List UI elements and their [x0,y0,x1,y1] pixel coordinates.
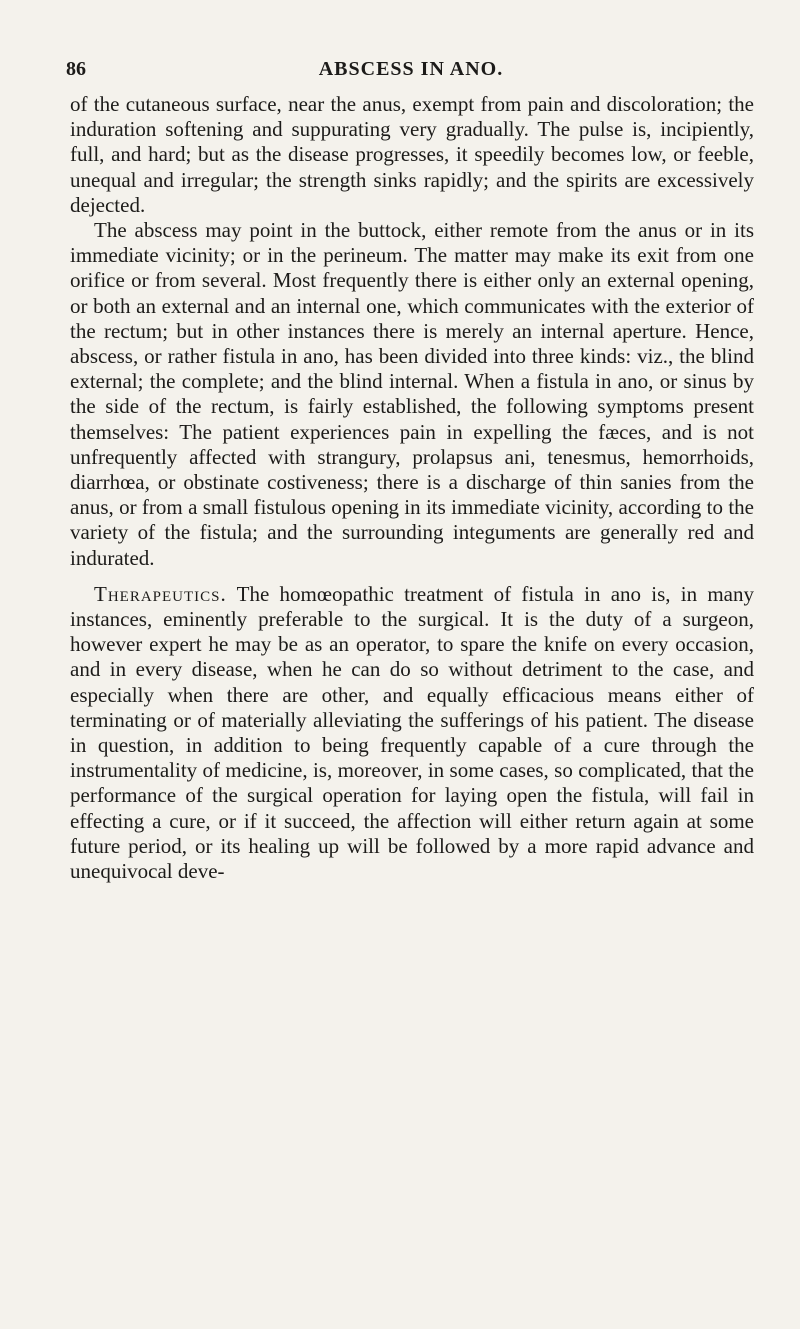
running-head [66,58,756,84]
body-text [70,92,754,884]
therapeutics-text: The homœopathic treatment of fistula in ano is, in many instances, eminently preferable to the surgical. It is the duty of a surgeon, however expert he may be as an operator, to spare the knife on every occasion, and in every disease, when he can do so without detriment to the case, and especially when there are other, and equally efficacious means either of terminating or of materially alleviating the sufferings of his patient. The disease in question, in addition to being frequently capable of a cure through the instrumentality of medicine, is, moreover, in some cases, so complicated, that the performance of the surgical operation for laying open the fistula, will fail in effecting a cure, or if it succeed, the affection will either return again at some future period, or its healing up will be followed by a more rapid advance and unequivocal deve- [70,581,754,884]
therapeutics-heading: Therapeutics. [94,581,227,606]
paragraph-continued: of the cutaneous surface, near the anus, exempt from pain and discoloration; the induration softening and suppurating very gradually. The pulse is, incipiently, full, and hard; but as the disease progresses, it speedily becomes low, or feeble, unequal and irregular; the strength sinks rapidly; and the spirits are excessively dejected. [70,92,754,217]
page-number: 86 [66,58,86,80]
running-title: ABSCESS IN ANO. [318,58,504,80]
paragraph-therapeutics [70,582,754,884]
paragraph-abscess-description: The abscess may point in the buttock, either remote from the anus or in its immediate vicinity; or in the perineum. The matter may make its exit from one orifice or from several. Most frequently there is either only an external opening, or both an external and an internal one, which communicates with the exterior of the rectum; but in other instances there is merely an internal aperture. Hence, abscess, or rather fistula in ano, has been divided into three kinds: viz., the blind external; the complete; and the blind internal. When a fistula in ano, or sinus by the side of the rectum, is fairly established, the following symptoms present themselves: The patient experiences pain in expelling the fæces, and is not unfrequently affected with strangury, prolapsus ani, tenesmus, hemorrhoids, diarrhœa, or obstinate costiveness; there is a discharge of thin sanies from the anus, or from a small fistulous opening in its immediate vicinity, according to the variety of the fistula; and the surrounding integuments are generally red and indurated. [70,218,754,570]
